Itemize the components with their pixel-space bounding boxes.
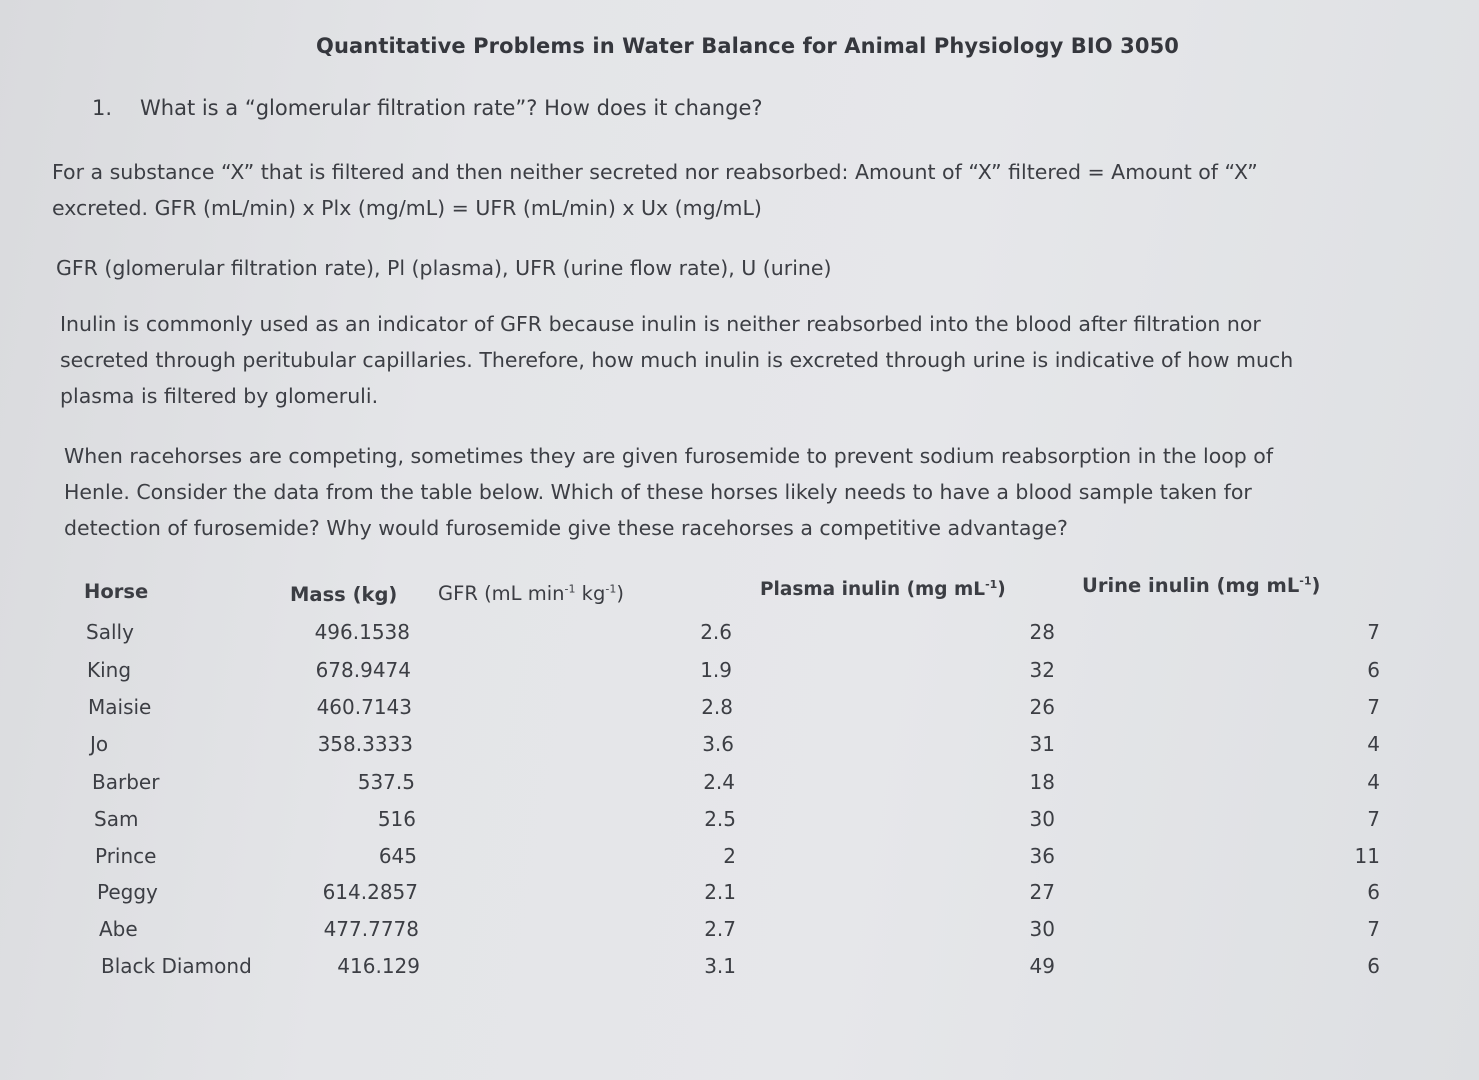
- header-gfr: [438, 582, 624, 605]
- cell-horse: Barber: [92, 770, 160, 794]
- cell-gfr: 2.5: [704, 807, 736, 831]
- paragraph-formula: [52, 154, 1258, 226]
- header-gfr-main: GFR (mL min: [438, 582, 565, 605]
- cell-gfr: 2.8: [701, 695, 733, 719]
- cell-plasma-inulin: 49: [1029, 954, 1055, 978]
- cell-gfr: 1.9: [700, 658, 732, 682]
- cell-plasma-inulin: 27: [1029, 880, 1055, 904]
- cell-plasma-inulin: 18: [1029, 770, 1055, 794]
- cell-mass: 496.1538: [314, 620, 410, 644]
- cell-horse: Sally: [86, 620, 134, 644]
- cell-gfr: 2.4: [703, 770, 735, 794]
- cell-horse: Jo: [90, 732, 109, 756]
- cell-urine-inulin: 6: [1367, 880, 1380, 904]
- cell-urine-inulin: 4: [1367, 732, 1380, 756]
- cell-mass: 645: [378, 844, 417, 868]
- header-horse: Horse: [84, 580, 149, 603]
- paragraph-line: Henle. Consider the data from the table below. Which of these horses likely needs to have a blood sample taken for: [64, 480, 1252, 504]
- cell-mass: 678.9474: [315, 658, 411, 682]
- cell-gfr: 3.6: [702, 732, 734, 756]
- cell-gfr: 2: [723, 844, 736, 868]
- cell-horse: Abe: [99, 917, 138, 941]
- header-gfr-mid: kg: [575, 582, 606, 605]
- header-urine-sup: -1: [1299, 574, 1312, 588]
- paragraph-line: detection of furosemide? Why would furosemide give these racehorses a competitive advantage?: [64, 516, 1068, 540]
- cell-mass: 537.5: [357, 770, 415, 794]
- cell-urine-inulin: 7: [1367, 807, 1380, 831]
- header-urine-inulin: [1082, 574, 1320, 597]
- cell-horse: Prince: [95, 844, 157, 868]
- paragraph-racehorses: [64, 438, 1273, 546]
- cell-horse: Maisie: [88, 695, 152, 719]
- header-plasma-inulin: [760, 578, 1006, 600]
- header-plasma-sup: -1: [985, 578, 998, 591]
- cell-plasma-inulin: 31: [1029, 732, 1055, 756]
- cell-gfr: 2.7: [704, 917, 736, 941]
- cell-urine-inulin: 6: [1367, 954, 1380, 978]
- cell-mass: 477.7778: [323, 917, 419, 941]
- cell-gfr: 2.1: [704, 880, 736, 904]
- cell-mass: 358.3333: [317, 732, 413, 756]
- header-urine-end: ): [1311, 574, 1321, 597]
- cell-plasma-inulin: 26: [1029, 695, 1055, 719]
- cell-plasma-inulin: 32: [1029, 658, 1055, 682]
- paragraph-line: secreted through peritubular capillaries. Therefore, how much inulin is excreted through urine is indicative of how much: [60, 348, 1294, 372]
- paragraph-line: plasma is filtered by glomeruli.: [60, 384, 379, 408]
- cell-urine-inulin: 11: [1354, 844, 1380, 868]
- cell-urine-inulin: 7: [1367, 917, 1380, 941]
- cell-urine-inulin: 7: [1367, 695, 1380, 719]
- cell-urine-inulin: 7: [1367, 620, 1380, 644]
- header-plasma-main: Plasma inulin (mg mL: [760, 579, 986, 601]
- cell-mass: 614.2857: [322, 880, 418, 904]
- cell-plasma-inulin: 36: [1029, 844, 1055, 868]
- cell-mass: 460.7143: [316, 695, 412, 719]
- header-gfr-sup1: -1: [564, 582, 576, 596]
- question-number: 1.: [92, 96, 113, 120]
- cell-plasma-inulin: 30: [1029, 807, 1055, 831]
- paragraph-line: Inulin is commonly used as an indicator of GFR because inulin is neither reabsorbed into the blood after filtration nor: [60, 312, 1261, 336]
- paragraph-line: For a substance “X” that is filtered and then neither secreted nor reabsorbed: Amount of “X” filtered = Amount of “X”: [52, 160, 1258, 184]
- cell-plasma-inulin: 30: [1029, 917, 1055, 941]
- cell-horse: Sam: [94, 807, 139, 831]
- cell-mass: 416.129: [337, 954, 420, 978]
- cell-gfr: 2.6: [700, 620, 732, 644]
- cell-horse: Peggy: [97, 880, 158, 904]
- paragraph-abbreviations: [56, 250, 832, 286]
- paragraph-line: excreted. GFR (mL/min) x Plx (mg/mL) = UFR (mL/min) x Ux (mg/mL): [52, 196, 762, 220]
- cell-gfr: 3.1: [704, 954, 736, 978]
- cell-urine-inulin: 6: [1367, 658, 1380, 682]
- header-urine-main: Urine inulin (mg mL: [1082, 574, 1300, 597]
- cell-urine-inulin: 4: [1367, 770, 1380, 794]
- paragraph-line: When racehorses are competing, sometimes they are given furosemide to prevent sodium reabsorption in the loop of: [64, 444, 1274, 468]
- page-title: Quantitative Problems in Water Balance for Animal Physiology BIO 3050: [316, 34, 1180, 58]
- paragraph-line: GFR (glomerular filtration rate), Pl (plasma), UFR (urine flow rate), U (urine): [56, 256, 832, 280]
- question-1: [92, 96, 763, 120]
- cell-horse: King: [87, 658, 132, 682]
- paragraph-inulin: [60, 306, 1293, 414]
- header-mass: Mass (kg): [290, 583, 398, 606]
- cell-mass: 516: [377, 807, 416, 831]
- header-gfr-sup2: -1: [605, 582, 617, 596]
- question-text: What is a “glomerular filtration rate”? How does it change?: [140, 96, 763, 120]
- header-plasma-end: ): [997, 579, 1006, 601]
- cell-plasma-inulin: 28: [1029, 620, 1055, 644]
- header-gfr-end: ): [616, 582, 624, 605]
- cell-horse: Black Diamond: [101, 954, 252, 978]
